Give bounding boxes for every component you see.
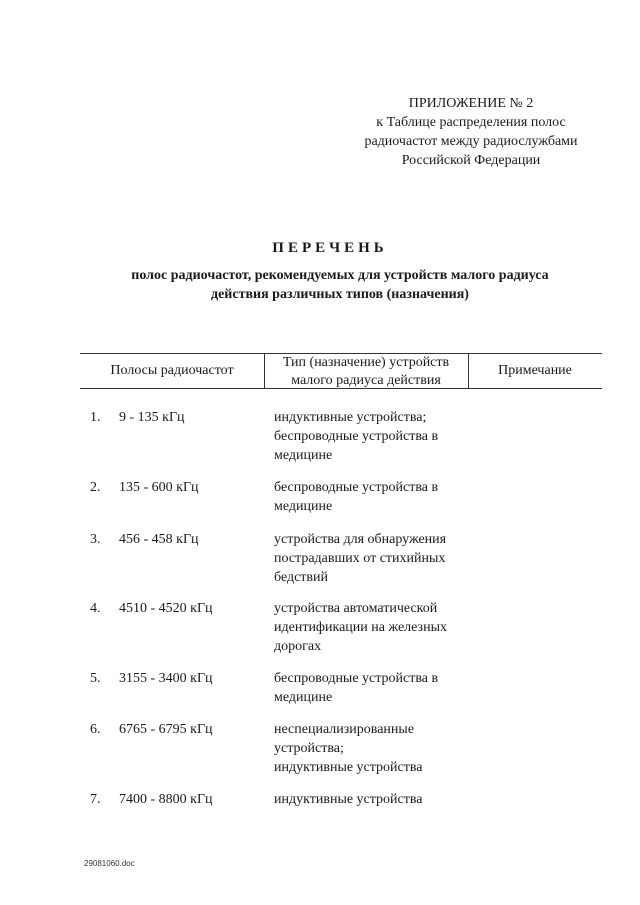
document-title: ПЕРЕЧЕНЬ (272, 240, 388, 256)
row-type-line: индуктивные устройства (274, 792, 423, 807)
row-type (274, 720, 484, 777)
row-number: 3. (90, 532, 101, 547)
document-subtitle (100, 266, 580, 304)
subtitle-line: полос радиочастот, рекомендуемых для устройств малого радиуса (131, 268, 549, 283)
row-type (274, 599, 484, 656)
table-header-rule (80, 388, 602, 389)
row-type-line: беспроводные устройства в (274, 671, 439, 686)
appendix-line: радиочастот между радиослужбами (364, 134, 578, 149)
row-type-line: устройства автоматической (274, 601, 438, 616)
row-type-line: медицине (274, 499, 333, 514)
row-type-line: устройства; (274, 741, 344, 756)
row-band: 135 - 600 кГц (119, 480, 199, 495)
row-number: 4. (90, 601, 101, 616)
row-band: 4510 - 4520 кГц (119, 601, 213, 616)
row-type-line: беспроводные устройства в (274, 429, 439, 444)
row-type-line: неспециализированные (274, 722, 415, 737)
subtitle-line: действия различных типов (назначения) (211, 287, 469, 302)
row-type-line: индуктивные устройства; (274, 410, 427, 425)
row-band: 7400 - 8800 кГц (119, 792, 213, 807)
row-type-line: медицине (274, 448, 333, 463)
row-number: 7. (90, 792, 101, 807)
appendix-line: Российской Федерации (401, 153, 541, 168)
appendix-line: к Таблице распределения полос (376, 115, 566, 130)
file-name-footer: 29081060.doc (84, 859, 135, 868)
header-type-line: Тип (назначение) устройств (282, 355, 450, 370)
row-number: 1. (90, 410, 101, 425)
row-type-line: индуктивные устройства (274, 760, 423, 775)
row-type-line: устройства для обнаружения (274, 532, 447, 547)
row-band: 9 - 135 кГц (119, 410, 185, 425)
row-number: 5. (90, 671, 101, 686)
row-type-line: бедствий (274, 570, 329, 585)
row-type (274, 478, 484, 516)
header-note: Примечание (498, 363, 572, 378)
row-type (274, 790, 484, 809)
appendix-line: ПРИЛОЖЕНИЕ № 2 (408, 96, 534, 111)
row-type-line: пострадавших от стихийных (274, 551, 446, 566)
row-band: 3155 - 3400 кГц (119, 671, 213, 686)
header-bands: Полосы радиочастот (110, 363, 234, 378)
row-type-line: идентификации на железных (274, 620, 447, 635)
row-type (274, 408, 484, 465)
row-band: 6765 - 6795 кГц (119, 722, 213, 737)
row-type (274, 530, 484, 587)
row-number: 6. (90, 722, 101, 737)
row-type (274, 669, 484, 707)
row-type-line: беспроводные устройства в (274, 480, 439, 495)
row-band: 456 - 458 кГц (119, 532, 199, 547)
appendix-header (340, 94, 602, 170)
row-type-line: медицине (274, 690, 333, 705)
row-number: 2. (90, 480, 101, 495)
header-type (264, 354, 468, 390)
row-type-line: дорогах (274, 639, 322, 654)
header-type-line: малого радиуса действия (291, 373, 441, 388)
